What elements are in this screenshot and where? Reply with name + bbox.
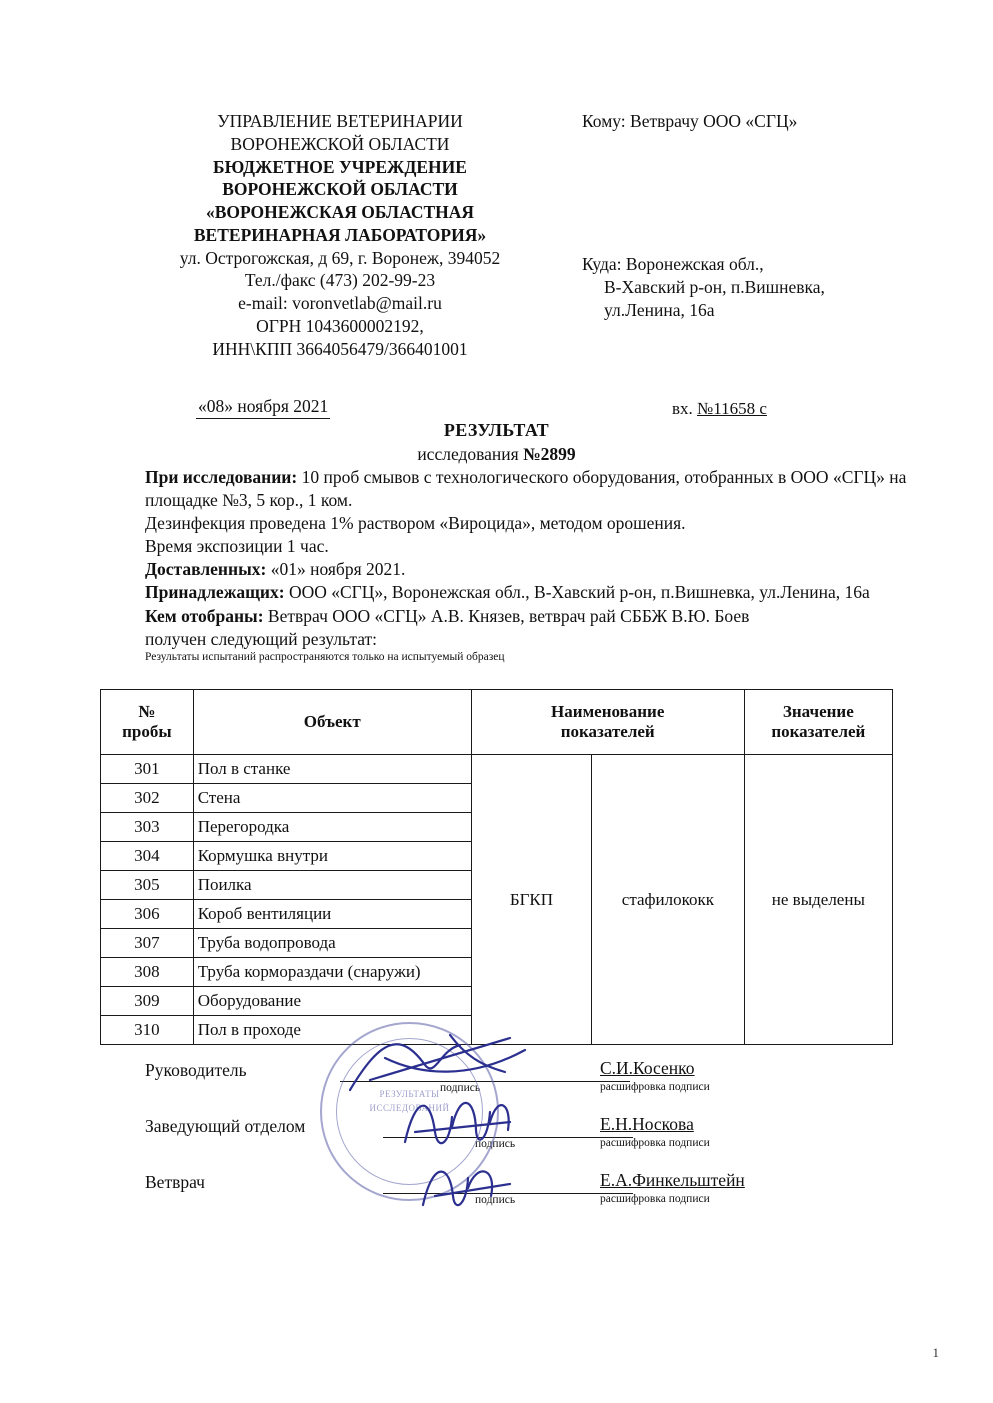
stamp-line-1: РЕЗУЛЬТАТЫ [379, 1089, 440, 1099]
test-scope-note: Результаты испытаний распространяются только на испытуемый образец [145, 650, 505, 663]
org-inn-kpp: ИНН\КПП 3664056479/366401001 [212, 338, 468, 359]
study-label: При исследовании: [145, 467, 298, 487]
cell-object: Поилка [193, 871, 471, 900]
org-email: e-mail: voronvetlab@mail.ru [238, 293, 442, 313]
signature-title: Руководитель [145, 1060, 247, 1080]
th-indicator-value [744, 690, 892, 755]
signature-row-dept [145, 1106, 905, 1162]
document-body [145, 466, 945, 663]
th-object: Объект [193, 690, 471, 755]
cell-object: Труба кормораздачи (снаружи) [193, 958, 471, 987]
org-line-4: ВОРОНЕЖСКОЙ ОБЛАСТИ [222, 179, 458, 200]
signature-name: С.И.Косенко [600, 1058, 695, 1078]
org-phone: Тел./факс (473) 202-99-23 [244, 270, 436, 291]
org-line-2: ВОРОНЕЖСКОЙ ОБЛАСТИ [230, 133, 450, 154]
cell-object: Пол в станке [193, 755, 471, 784]
results-table-head [101, 690, 893, 755]
results-table [100, 689, 893, 1045]
organization-block [120, 110, 560, 360]
th-indicator-name [471, 690, 744, 755]
signature-row-head [145, 1050, 905, 1106]
org-line-1: УПРАВЛЕНИЕ ВЕТЕРИНАРИИ [217, 111, 463, 131]
incoming-number-block [672, 399, 767, 419]
study-text: 10 проб смывов с технологического оборудования, отобранных в ООО «СГЦ» на площадке №3, 5 кор., 1 ком. [145, 467, 907, 511]
cell-object: Перегородка [193, 813, 471, 842]
exposure-paragraph: Время экспозиции 1 час. [145, 536, 329, 557]
belong-label: Принадлежащих: [145, 582, 285, 603]
cell-sample-number: 306 [101, 900, 194, 929]
study-paragraph [145, 466, 945, 512]
incoming-label: вх. [672, 399, 698, 418]
delivered-value: «01» ноября 2021. [266, 559, 406, 580]
cell-sample-number: 301 [101, 755, 194, 784]
cell-sample-number: 304 [101, 842, 194, 871]
signature-name: Е.Н.Носкова [600, 1114, 694, 1134]
signature-name-caption: расшифровка подписи [600, 1137, 710, 1149]
cell-sample-number: 305 [101, 871, 194, 900]
destination-line-3: ул.Ленина, 16а [604, 300, 715, 321]
taken-value: Ветврач ООО «СГЦ» А.В. Князев, ветврач рай СББЖ В.Ю. Боев [263, 605, 750, 626]
document-date: «08» ноября 2021 [196, 396, 330, 419]
subtitle-prefix: исследования [417, 444, 524, 464]
cell-sample-number: 302 [101, 784, 194, 813]
th-indicator-line2: показателей [560, 722, 655, 741]
delivered-label: Доставленных: [145, 559, 267, 580]
table-row [101, 755, 893, 784]
delivered-paragraph [145, 558, 945, 581]
signature-caption: подпись [475, 1194, 516, 1206]
signature-title: Ветврач [145, 1172, 205, 1192]
signature-block [145, 1050, 905, 1218]
th-value-line1: Значение [782, 701, 854, 721]
belong-paragraph [145, 581, 945, 604]
org-ogrn: ОГРН 1043600002192, [256, 315, 424, 336]
result-line: получен следующий результат: [145, 628, 378, 649]
cell-indicator-2: стафилококк [592, 755, 745, 1045]
org-line-3: БЮДЖЕТНОЕ УЧРЕЖДЕНИЕ [213, 156, 467, 177]
taken-paragraph [145, 605, 945, 628]
signature-line [340, 1081, 630, 1082]
cell-object: Короб вентиляции [193, 900, 471, 929]
th-indicator-line1: Наименование [551, 701, 665, 721]
th-sample-number [101, 690, 194, 755]
cell-result-value: не выделены [744, 755, 892, 1045]
document-header [0, 110, 993, 360]
cell-sample-number: 310 [101, 1016, 194, 1045]
stamp-line-2: ИССЛЕДОВАНИЙ [369, 1102, 450, 1113]
incoming-number: №11658 с [697, 399, 767, 418]
signature-title: Заведующий отделом [145, 1116, 306, 1136]
cell-object: Кормушка внутри [193, 842, 471, 871]
signature-name-caption: расшифровка подписи [600, 1193, 710, 1205]
taken-label: Кем отобраны: [145, 605, 264, 626]
addressee-block [582, 110, 962, 360]
org-address: ул. Острогожская, д 69, г. Воронеж, 394052 [179, 247, 501, 268]
cell-object: Труба водопровода [193, 929, 471, 958]
belong-value: ООО «СГЦ», Воронежская обл., В-Хавский р-он, п.Вишневка, ул.Ленина, 16а [284, 582, 870, 603]
signature-row-vet [145, 1162, 905, 1218]
results-table-body [101, 755, 893, 1045]
cell-sample-number: 308 [101, 958, 194, 987]
cell-indicator-1: БГКП [471, 755, 591, 1045]
cell-object: Оборудование [193, 987, 471, 1016]
page-number: 1 [932, 1345, 939, 1360]
cell-sample-number: 303 [101, 813, 194, 842]
cell-object: Пол в проходе [193, 1016, 471, 1045]
destination-line-1: Куда: Воронежская обл., [582, 254, 764, 275]
signature-name: Е.А.Финкельштейн [600, 1170, 745, 1190]
th-sample-number-line2: пробы [122, 722, 172, 741]
signature-caption: подпись [440, 1082, 481, 1094]
page-title: РЕЗУЛЬТАТ [443, 420, 550, 440]
cell-sample-number: 309 [101, 987, 194, 1016]
th-value-line2: показателей [771, 722, 866, 741]
subtitle-number: №2899 [523, 444, 576, 464]
th-sample-number-line1: № [138, 701, 156, 721]
org-line-5: «ВОРОНЕЖСКАЯ ОБЛАСТНАЯ [205, 202, 475, 222]
addressee-line: Кому: Ветврачу ООО «СГЦ» [582, 111, 798, 131]
disinfection-paragraph: Дезинфекция проведена 1% раствором «Вироцида», методом орошения. [145, 513, 686, 534]
destination-line-2: В-Хавский р-он, п.Вишневка, [604, 277, 825, 298]
cell-sample-number: 307 [101, 929, 194, 958]
table-header-row [101, 690, 893, 755]
signature-caption: подпись [475, 1138, 516, 1150]
org-line-6: ВЕТЕРИНАРНАЯ ЛАБОРАТОРИЯ» [193, 224, 487, 245]
signature-name-caption: расшифровка подписи [600, 1081, 710, 1093]
cell-object: Стена [193, 784, 471, 813]
page-subtitle [0, 444, 993, 465]
